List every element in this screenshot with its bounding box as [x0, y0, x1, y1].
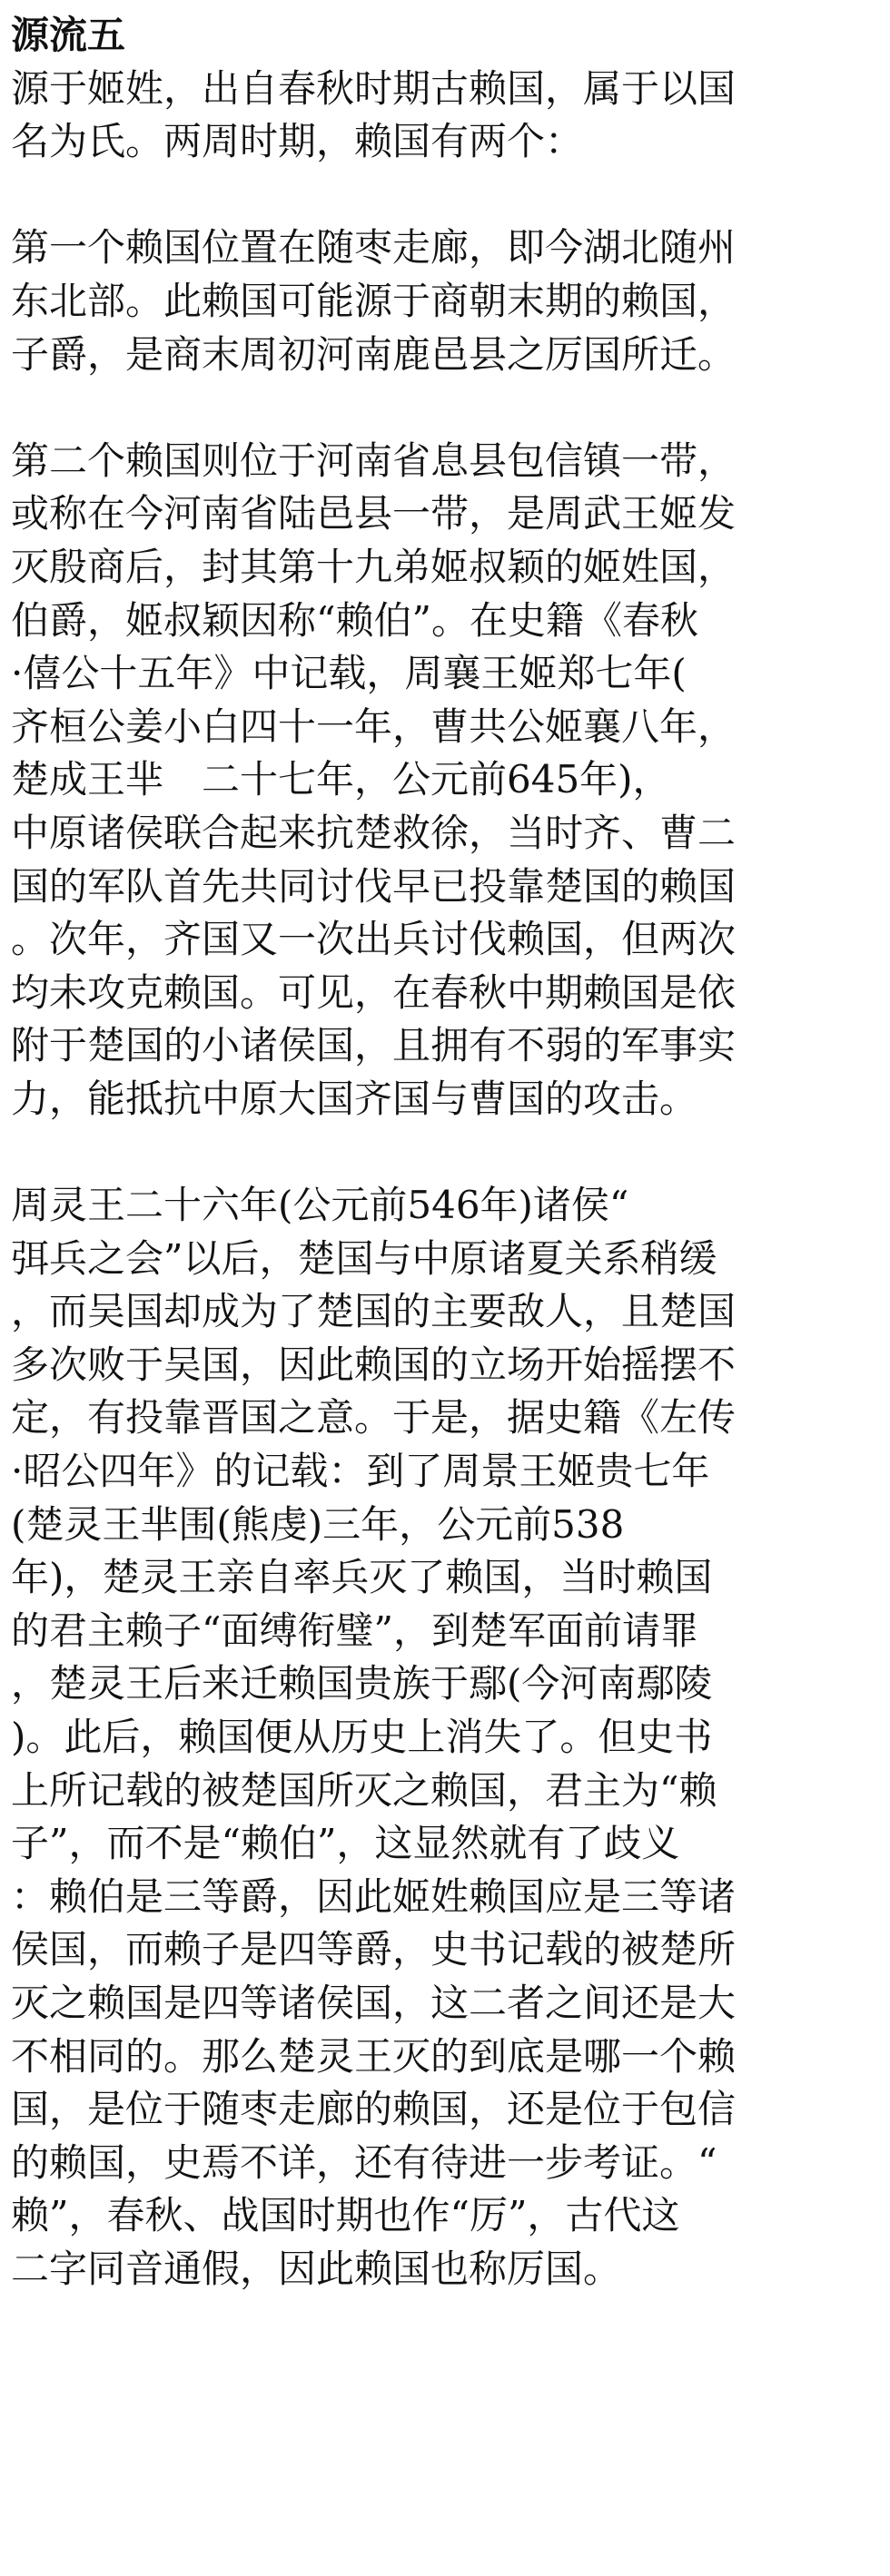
- text-line: ：赖伯是三等爵，因此姬姓赖国应是三等诸: [11, 1873, 737, 1919]
- text-line: 周灵王二十六年(公元前546年)诸侯“: [11, 1183, 629, 1228]
- text-line: 名为氏。两周时期，赖国有两个：: [11, 119, 584, 164]
- text-line: 子”，而不是“赖伯”，这显然就有了歧义: [11, 1821, 680, 1866]
- paragraph-3: [11, 435, 881, 1126]
- text-line: 均未攻克赖国。可见，在春秋中期赖国是依: [11, 969, 737, 1015]
- text-line: 国的军队首先共同讨伐早已投靠楚国的赖国: [11, 863, 737, 909]
- text-line: 楚成王芈 二十七年，公元前645年)，: [11, 757, 671, 802]
- text-line: ，楚灵王后来迁赖国贵族于鄢(今河南鄢陵: [11, 1661, 713, 1706]
- paragraph-1: [11, 63, 881, 169]
- text-line: 灭殷商后，封其第十九弟姬叔颖的姬姓国，: [11, 544, 737, 589]
- text-line: 中原诸侯联合起来抗楚救徐，当时齐、曹二: [11, 810, 737, 855]
- text-line: 第一个赖国位置在随枣走廊，即今湖北随州: [11, 225, 737, 270]
- text-line: 灭之赖国是四等诸侯国，这二者之间还是大: [11, 1980, 737, 2025]
- text-line: ·昭公四年》的记载：到了周景王姬贵七年: [11, 1449, 710, 1494]
- paragraph-spacer: [11, 381, 881, 435]
- text-line: 的君主赖子“面缚衔璧”，到楚军面前请罪: [11, 1608, 698, 1653]
- text-line: (楚灵王芈围(熊虔)三年，公元前538: [11, 1501, 625, 1547]
- text-line: 的赖国，史焉不详，还有待进一步考证。“: [11, 2139, 717, 2185]
- text-line: 源于姬姓，出自春秋时期古赖国，属于以国: [11, 65, 737, 111]
- text-line: ·僖公十五年》中记载，周襄王姬郑七年(: [11, 651, 687, 696]
- paragraph-spacer: [11, 169, 881, 222]
- text-line: 赖”，春秋、战国时期也作“厉”，古代这: [11, 2193, 680, 2238]
- paragraph-4: [11, 1179, 881, 2296]
- text-line: 不相同的。那么楚灵王灭的到底是哪一个赖: [11, 2033, 737, 2079]
- text-line: 第二个赖国则位于河南省息县包信镇一带，: [11, 438, 737, 483]
- paragraph-spacer: [11, 1126, 881, 1179]
- text-line: 弭兵之会”以后，楚国与中原诸夏关系稍缓: [11, 1235, 717, 1281]
- paragraph-2: [11, 221, 881, 381]
- text-line: ，而吴国却成为了楚国的主要敌人，且楚国: [11, 1289, 737, 1334]
- text-line: 多次败于吴国，因此赖国的立场开始摇摆不: [11, 1342, 737, 1387]
- text-line: 国，是位于随枣走廊的赖国，还是位于包信: [11, 2087, 737, 2132]
- text-line: 侯国，而赖子是四等爵，史书记载的被楚所: [11, 1927, 737, 1972]
- text-line: 或称在今河南省陆邑县一带，是周武王姬发: [11, 491, 737, 536]
- document-title: 源流五: [11, 13, 126, 57]
- text-line: 齐桓公姜小白四十一年，曹共公姬襄八年，: [11, 703, 737, 749]
- text-line: 二字同音通假，因此赖国也称厉国。: [11, 2246, 622, 2291]
- text-line: 定，有投靠晋国之意。于是，据史籍《左传: [11, 1395, 737, 1440]
- text-line: 年)，楚灵王亲自率兵灭了赖国，当时赖国: [11, 1555, 713, 1600]
- text-line: 。次年，齐国又一次出兵讨伐赖国，但两次: [11, 917, 737, 962]
- text-line: 上所记载的被楚国所灭之赖国，君主为“赖: [11, 1767, 717, 1813]
- text-line: 力，能抵抗中原大国齐国与曹国的攻击。: [11, 1076, 698, 1121]
- text-line: 附于楚国的小诸侯国，且拥有不弱的军事实: [11, 1023, 737, 1068]
- text-line: 伯爵，姬叔颖因称“赖伯”。在史籍《春秋: [11, 597, 698, 643]
- text-line: 子爵，是商末周初河南鹿邑县之厉国所迁。: [11, 331, 737, 377]
- text-line: 东北部。此赖国可能源于商朝末期的赖国，: [11, 278, 737, 323]
- text-line: )。此后，赖国便从历史上消失了。但史书: [11, 1715, 713, 1759]
